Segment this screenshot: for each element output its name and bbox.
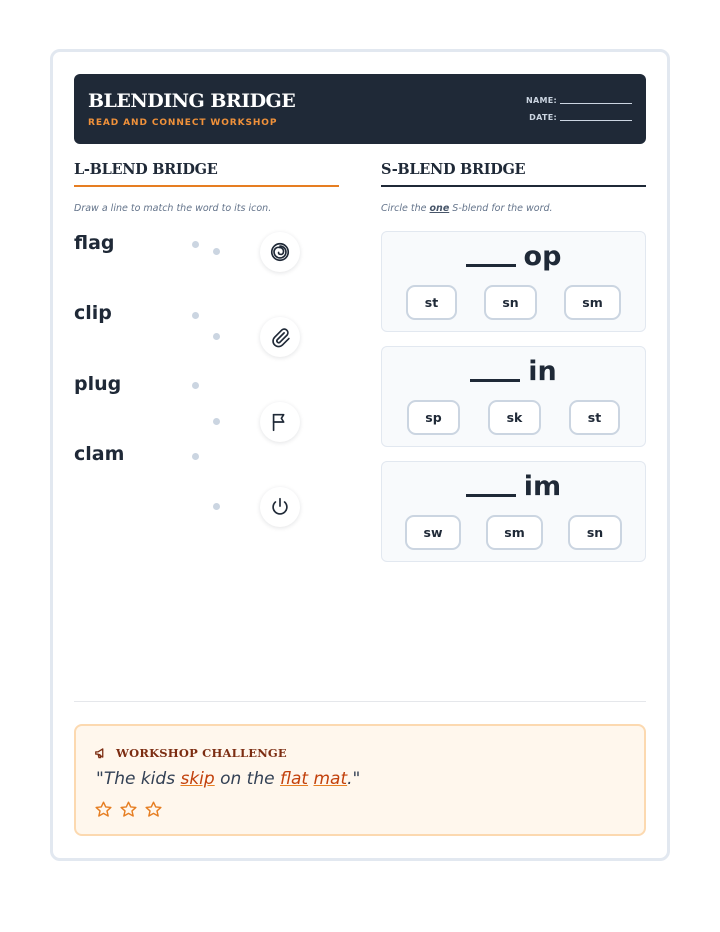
word-dot[interactable] — [192, 382, 199, 389]
word-plug: plug — [74, 373, 122, 395]
power-icon[interactable] — [260, 487, 300, 527]
blend-card — [381, 461, 646, 562]
word-dot[interactable] — [192, 241, 199, 248]
page-title: BLENDING BRIDGE — [88, 90, 296, 112]
blank-line — [470, 379, 520, 382]
word-stem — [382, 241, 645, 272]
name-line — [560, 103, 632, 104]
target-word[interactable]: skip — [180, 769, 215, 789]
word-flag: flag — [74, 232, 115, 254]
target-word[interactable]: flat — [279, 769, 309, 789]
date-field[interactable] — [529, 113, 632, 122]
word-ending: op — [523, 241, 562, 272]
blend-option[interactable]: st — [406, 285, 457, 320]
word-clip: clip — [74, 302, 112, 324]
star-icon[interactable] — [144, 800, 163, 819]
blend-option[interactable]: st — [569, 400, 620, 435]
word-stem — [382, 356, 645, 387]
star-rating — [94, 800, 163, 819]
megaphone-icon — [94, 746, 108, 765]
icon-dot[interactable] — [213, 333, 220, 340]
word-ending: in — [528, 356, 557, 387]
blend-option[interactable]: sw — [405, 515, 461, 550]
blend-card — [381, 231, 646, 332]
blend-option[interactable]: sn — [484, 285, 537, 320]
l-blend-title: L-BLEND BRIDGE — [74, 161, 218, 178]
star-icon[interactable] — [119, 800, 138, 819]
sentence-part: on the — [214, 769, 280, 789]
blend-option[interactable]: sm — [486, 515, 543, 550]
blank-line — [466, 494, 516, 497]
icon-dot[interactable] — [213, 418, 220, 425]
name-field[interactable] — [526, 96, 632, 105]
sentence-part: ." — [347, 769, 361, 789]
header-banner — [74, 74, 646, 144]
s-blend-instruction — [381, 203, 553, 214]
paperclip-icon[interactable] — [260, 317, 300, 357]
section-divider — [74, 701, 646, 702]
s-blend-rule — [381, 185, 646, 187]
flag-icon[interactable] — [260, 402, 300, 442]
challenge-sentence — [96, 769, 360, 789]
star-icon[interactable] — [94, 800, 113, 819]
name-label: NAME: — [525, 96, 557, 105]
challenge-title: WORKSHOP CHALLENGE — [116, 746, 287, 760]
s-blend-title: S-BLEND BRIDGE — [381, 161, 526, 178]
icon-dot[interactable] — [213, 503, 220, 510]
word-stem — [382, 471, 645, 502]
challenge-box — [74, 724, 646, 836]
l-blend-instruction: Draw a line to match the word to its icon. — [74, 203, 272, 214]
target-word[interactable]: mat — [313, 769, 348, 789]
page-subtitle: READ AND CONNECT WORKSHOP — [88, 118, 278, 128]
spiral-icon[interactable] — [260, 232, 300, 272]
date-label: DATE: — [529, 113, 557, 122]
word-ending: im — [523, 471, 562, 502]
date-line — [560, 120, 632, 121]
blank-line — [466, 264, 516, 267]
blend-option[interactable]: sn — [568, 515, 622, 550]
word-clam: clam — [74, 443, 125, 465]
l-blend-rule — [74, 185, 339, 187]
blend-option[interactable]: sk — [488, 400, 541, 435]
blend-card — [381, 346, 646, 447]
blend-option[interactable]: sm — [564, 285, 621, 320]
word-dot[interactable] — [192, 312, 199, 319]
blend-option[interactable]: sp — [407, 400, 460, 435]
sentence-part: "The kids — [96, 769, 181, 789]
instruction-emphasis: one — [429, 203, 450, 214]
word-dot[interactable] — [192, 453, 199, 460]
icon-dot[interactable] — [213, 248, 220, 255]
instruction-after: S-blend for the word. — [452, 203, 553, 214]
instruction-before: Circle the — [381, 203, 427, 214]
